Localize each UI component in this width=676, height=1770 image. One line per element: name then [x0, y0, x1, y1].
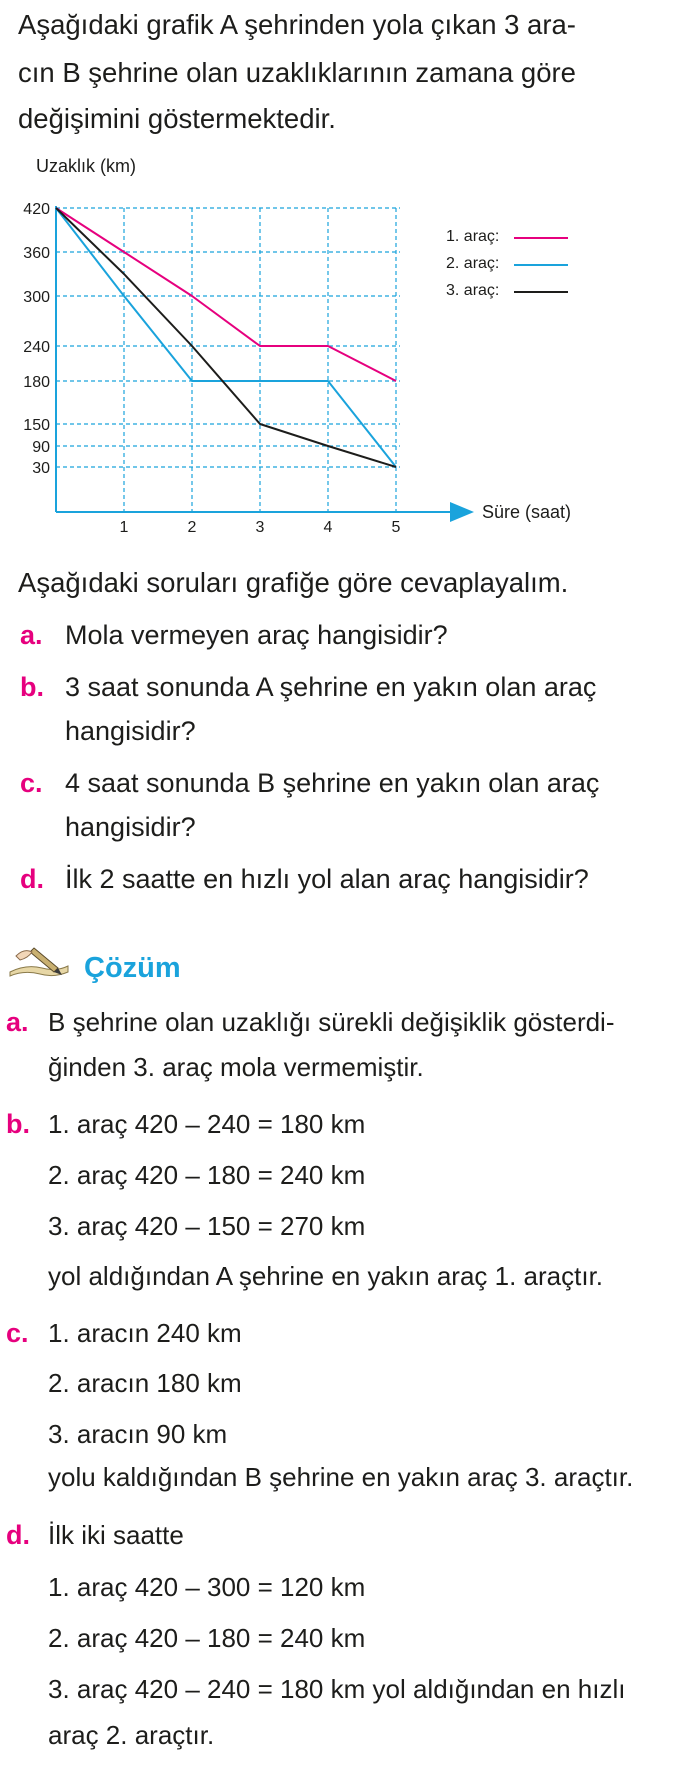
pencil-writing-icon [6, 942, 76, 982]
solution-b-line-1: 1. araç 420 – 240 = 180 km [48, 1109, 366, 1139]
solution-b-line-4: yol aldığından A şehrine en yakın araç 1. araçtır. [48, 1261, 604, 1291]
x-axis-label: Süre (saat) [482, 502, 572, 522]
question-c-label: c. [20, 768, 43, 798]
solution-b-label: b. [6, 1109, 30, 1139]
y-tick-label-30: 30 [32, 460, 50, 477]
solution-d-line-3: 2. araç 420 – 180 = 240 km [48, 1623, 366, 1653]
x-tick-label-1: 1 [119, 519, 129, 536]
question-c-text-2: hangisidir? [65, 812, 196, 842]
solution-a-line-1: B şehrine olan uzaklığı sürekli değişiklik gösterdi- [48, 1007, 615, 1037]
question-d-text: İlk 2 saatte en hızlı yol alan araç hangisidir? [65, 864, 589, 894]
solution-d-line-1: İlk iki saatte [48, 1520, 184, 1550]
solution-title: Çözüm [84, 952, 181, 984]
x-tick-label-3: 3 [255, 519, 265, 536]
solution-c-line-4: yolu kaldığından B şehrine en yakın araç 3. araçtır. [48, 1462, 634, 1492]
legend-label-2: 2. araç: [446, 255, 500, 272]
y-tick-label-360: 360 [23, 245, 50, 262]
y-tick-label-420: 420 [23, 201, 50, 218]
question-c-text: 4 saat sonunda B şehrine en yakın olan araç [65, 768, 600, 798]
solution-c-line-3: 3. aracın 90 km [48, 1419, 228, 1449]
y-tick-label-90: 90 [32, 439, 50, 456]
chart-series [56, 208, 396, 467]
solution-d-line-5: araç 2. araçtır. [48, 1720, 215, 1750]
series-line-1 [56, 208, 396, 381]
series-line-2 [56, 208, 396, 467]
y-tick-label-180: 180 [23, 374, 50, 391]
chart-legend [446, 228, 568, 299]
question-d-label: d. [20, 864, 44, 894]
solution-c-line-1: 1. aracın 240 km [48, 1318, 242, 1348]
solution-a-label: a. [6, 1007, 29, 1037]
solution-c-label: c. [6, 1318, 29, 1348]
y-tick-label-150: 150 [23, 417, 50, 434]
solution-d-line-4: 3. araç 420 – 240 = 180 km yol aldığından en hızlı [48, 1674, 626, 1704]
intro-line-1: Aşağıdaki grafik A şehrinden yola çıkan 3 ara- [18, 9, 576, 40]
intro-line-3: değişimini göstermektedir. [18, 103, 336, 134]
y-tick-label-300: 300 [23, 289, 50, 306]
solution-b-line-2: 2. araç 420 – 180 = 240 km [48, 1160, 366, 1190]
question-b-text: 3 saat sonunda A şehrine en yakın olan araç [65, 672, 597, 702]
solution-c-line-2: 2. aracın 180 km [48, 1368, 242, 1398]
x-tick-label-5: 5 [391, 519, 401, 536]
question-b-label: b. [20, 672, 44, 702]
question-a-text: Mola vermeyen araç hangisidir? [65, 620, 448, 650]
legend-label-1: 1. araç: [446, 228, 500, 245]
solution-d-label: d. [6, 1520, 30, 1550]
solution-b-line-3: 3. araç 420 – 150 = 270 km [48, 1211, 366, 1241]
questions-intro: Aşağıdaki soruları grafiğe göre cevaplayalım. [18, 567, 569, 598]
solution-d-line-2: 1. araç 420 – 300 = 120 km [48, 1572, 366, 1602]
y-axis-label: Uzaklık (km) [36, 156, 136, 176]
question-a-label: a. [20, 620, 43, 650]
question-b-text-2: hangisidir? [65, 716, 196, 746]
intro-line-2: cın B şehrine olan uzaklıklarının zamana göre [18, 57, 576, 88]
legend-label-3: 3. araç: [446, 282, 500, 299]
series-line-3 [56, 208, 396, 467]
solution-a-line-2: ğinden 3. araç mola vermemiştir. [48, 1052, 424, 1082]
y-tick-label-240: 240 [23, 339, 50, 356]
distance-time-chart [0, 0, 676, 560]
x-tick-label-4: 4 [323, 519, 333, 536]
x-tick-label-2: 2 [187, 519, 197, 536]
chart-grid [56, 208, 400, 512]
